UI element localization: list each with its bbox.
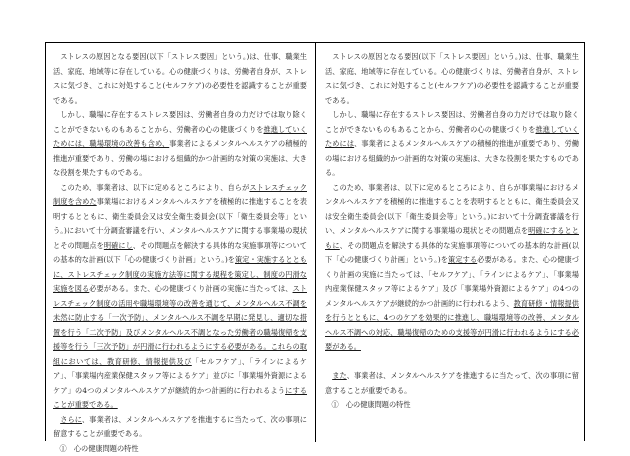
left-p3-underlined-2: 明確にし [104,241,133,250]
left-p3-underlined-1: ストレスチェック制度を含めた [53,183,307,207]
left-paragraph-4 [53,413,307,442]
right-column-current-text [325,50,579,413]
right-p2-underlined: 推進していくためには [325,125,579,149]
left-item-1: ① 心の健康問題の特性 [53,442,307,456]
right-p3-text-a: このため、事業者は、以下に定めるところにより、自らが事業場におけるメンタルヘルスケアを積極的に推進することを表明するとともに、衛生委員会又は安全衛生委員会(以下「衛生委員会等」という。)において十分調査審議を行い、メンタルヘルスケアに関する事業場の現状とその問題点を [325,183,579,236]
right-paragraph-2 [325,108,579,181]
left-p3-underlined-4: ストレスチェック制度の活用や職場環境等の改善を通じて、メンタルヘルス不調を未然に防止する「一次予防」、メンタルヘルス不調を早期に発見し、適切な措置を行う「二次予防」及びメンタルヘルス不調となった労働者の職場復帰を支援等を行う「三次予防」が円滑に行われるようにする必要がある。これらの取組においては、教育研修、情報提供及び [53,284,307,366]
right-p4-underlined: また [332,371,347,380]
left-paragraph-1: ストレスの原因となる要因(以下「ストレス要因」という。)は、仕事、職業生活、家庭、地域等に存在している。心の健康づくりは、労働者自身が、ストレスに気づき、これに対処すること(セルフケア)の必要性を認識することが重要である。 [53,50,307,108]
left-p3-underlined-5: にすることが重要である。 [53,386,307,410]
left-paragraph-2 [53,108,307,181]
left-p3-text-a: このため、事業者は、以下に定めるところにより、自らが [60,183,249,192]
left-p3-text-e: 「セルフケア」、「ラインによるケア」、「事業場内産業保健スタッフ等によるケア」並びに「事業場外資源によるケア」の4つのメンタルヘルスケアが継続的かつ計画的に行われるよう [53,357,307,395]
left-paragraph-3 [53,181,307,413]
right-paragraph-1: ストレスの原因となる要因(以下「ストレス要因」という。)は、仕事、職業生活、家庭、地域等に存在している。心の健康づくりは、労働者自身が、ストレスに気づき、これに対処すること(セルフケア)の必要性を認識することが重要である。 [325,50,579,108]
left-column-revised-text [53,50,307,456]
right-p3-text-b: 、その問題点を解決する具体的な実施事項等についての基本的な計画(以下「心の健康づくり計画」という。)を [325,241,579,265]
left-p2-text-a: しかし、職場に存在するストレス要因は、労働者自身の力だけでは取り除くことができないものもあることから、労働者の心の健康づくりを [53,110,307,134]
left-p4-underlined: さらに [60,415,82,424]
left-p3-text-d: 必要がある。また、心の健康づくり計画の実施に当たっては、 [89,284,292,293]
left-p2-underlined: 推進していくためには、職場環境の改善も含め、 [53,125,307,149]
right-p3-underlined-2: 策定する [448,255,477,264]
right-p3-underlined-3: 教育研修・情報提供を行うとともに、4つのケアを効果的に推進し、職場環境等の改善、メンタルヘルス不調への対応、職場復帰のための支援等が円滑に行われるようにする必要がある。 [325,299,579,352]
left-p2-text-b: 事業者によるメンタルヘルスケアの積極的推進が重要であり、労働の場における組織的かつ計画的な対策の実施は、大きな役割を果たすものである。 [53,139,307,177]
left-p3-text-c: 、その問題点を解決する具体的な実施事項等についての基本的な計画(以下「心の健康づくり計画」という。)を [53,241,307,265]
right-p2-text-a: しかし、職場に存在するストレス要因は、労働者自身の力だけでは取り除くことができないものもあることから、労働者の心の健康づくりを [325,110,579,134]
right-item-1: ① 心の健康問題の特性 [325,398,579,413]
left-p4-text: 、事業者は、メンタルヘルスケアを推進するに当たって、次の事項に留意することが重要である。 [53,415,307,439]
right-p3-text-c: 必要がある。また、心の健康づくり計画の実施に当たっては、「セルフケア」、「ラインによるケア」、「事業場内産業保健スタッフ等によるケア」及び「事業場外資源によるケア」の4つのメンタルヘルスケアが継続的かつ計画的に行われるよう、 [325,255,579,308]
right-p2-text-b: 、事業者によるメンタルヘルスケアの積極的推進が重要であり、労働の場における組織的かつ計画的な対策の実施は、大きな役割を果たすものである。 [325,139,579,177]
right-paragraph-4 [325,369,579,398]
right-paragraph-3 [325,181,579,355]
column-divider [315,43,316,442]
right-p4-text: 、事業者は、メンタルヘルスケアを推進するに当たって、次の事項に留意することが重要である。 [325,371,579,395]
right-p3-underlined-1: 明確にするとともに [325,226,579,250]
left-p3-text-b: 事業場におけるメンタルヘルスケアを積極的に推進することを表明するとともに、衛生委員会又は安全衛生委員会(以下「衛生委員会等」という。)において十分調査審議を行い、メンタルヘルスケアに関する事業場の現状とその問題点を [53,197,307,250]
left-p3-underlined-3: 策定・実施するとともに、ストレスチェック制度の実施方法等に関する規程を策定し、制度の円滑な実施を図る [53,255,307,293]
comparison-table [45,42,585,441]
